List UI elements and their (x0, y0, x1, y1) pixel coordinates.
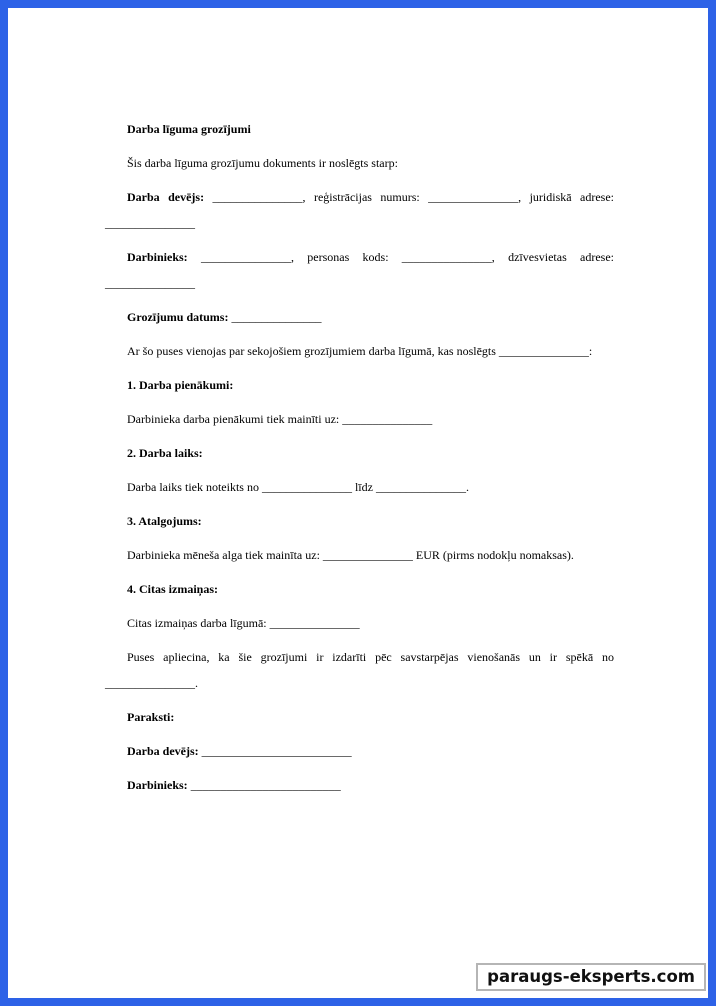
employer-address-blank: _______________ (105, 216, 195, 230)
employer-paragraph (105, 184, 614, 236)
signature-employee-blank: _________________________ (187, 778, 341, 792)
section3-body (105, 542, 614, 568)
agreement-clause-text: Ar šo puses vienojas par sekojošiem grozījumiem darba līgumā, kas noslēgts _______________: (127, 344, 593, 358)
employee-paragraph (105, 244, 614, 296)
section3-heading (105, 508, 614, 534)
employee-address-blank: _______________ (105, 276, 195, 290)
section3-body-text: Darbinieka mēneša alga tiek mainīta uz: _______________ EUR (pirms nodokļu nomaksas). (127, 548, 574, 562)
signature-employer-blank: _________________________ (198, 744, 352, 758)
section4-heading-text: 4. Citas izmaiņas: (127, 582, 218, 596)
signatures-heading (105, 704, 614, 730)
confirmation-paragraph (105, 644, 614, 696)
section4-body (105, 610, 614, 636)
amendment-date-blank: _______________ (228, 310, 322, 324)
section1-body-text: Darbinieka darba pienākumi tiek mainīti uz: _______________ (127, 412, 433, 426)
amendment-date-paragraph (105, 304, 614, 330)
signature-employer-label: Darba devējs: (127, 744, 199, 758)
section4-heading (105, 576, 614, 602)
intro-paragraph (105, 150, 614, 176)
section3-heading-text: 3. Atalgojums: (127, 514, 202, 528)
employee-details: _______________, personas kods: _______________, dzīvesvietas adrese: (187, 250, 614, 264)
document-title (105, 116, 614, 142)
watermark-badge (476, 963, 706, 991)
document-page (8, 8, 708, 998)
employee-line1 (105, 244, 614, 270)
agreement-clause-paragraph (105, 338, 614, 364)
amendment-date-label: Grozījumu datums: (127, 310, 229, 324)
document-title-text: Darba līguma grozījumi (127, 122, 251, 136)
section2-heading (105, 440, 614, 466)
section2-heading-text: 2. Darba laiks: (127, 446, 203, 460)
section2-body-text: Darba laiks tiek noteikts no _______________ līdz _______________. (127, 480, 469, 494)
watermark-text: paraugs-eksperts.com (487, 967, 695, 986)
intro-text: Šis darba līguma grozījumu dokuments ir noslēgts starp: (127, 156, 398, 170)
section1-heading-text: 1. Darba pienākumi: (127, 378, 234, 392)
signature-employee (105, 772, 614, 798)
section4-body-text: Citas izmaiņas darba līgumā: _______________ (127, 616, 360, 630)
confirmation-line1: Puses apliecina, ka šie grozījumi ir izdarīti pēc savstarpējas vienošanās un ir spēkā no (127, 650, 614, 664)
section2-body (105, 474, 614, 500)
section1-body (105, 406, 614, 432)
document-body (8, 8, 708, 798)
employer-label: Darba devējs: (127, 190, 205, 204)
employer-details: _______________, reģistrācijas numurs: _______________, juridiskā adrese: (204, 190, 614, 204)
section1-heading (105, 372, 614, 398)
signature-employer (105, 738, 614, 764)
employee-label: Darbinieks: (127, 250, 188, 264)
confirmation-date-blank: _______________. (105, 676, 198, 690)
signatures-heading-text: Paraksti: (127, 710, 175, 724)
signature-employee-label: Darbinieks: (127, 778, 188, 792)
employer-line1 (105, 184, 614, 210)
